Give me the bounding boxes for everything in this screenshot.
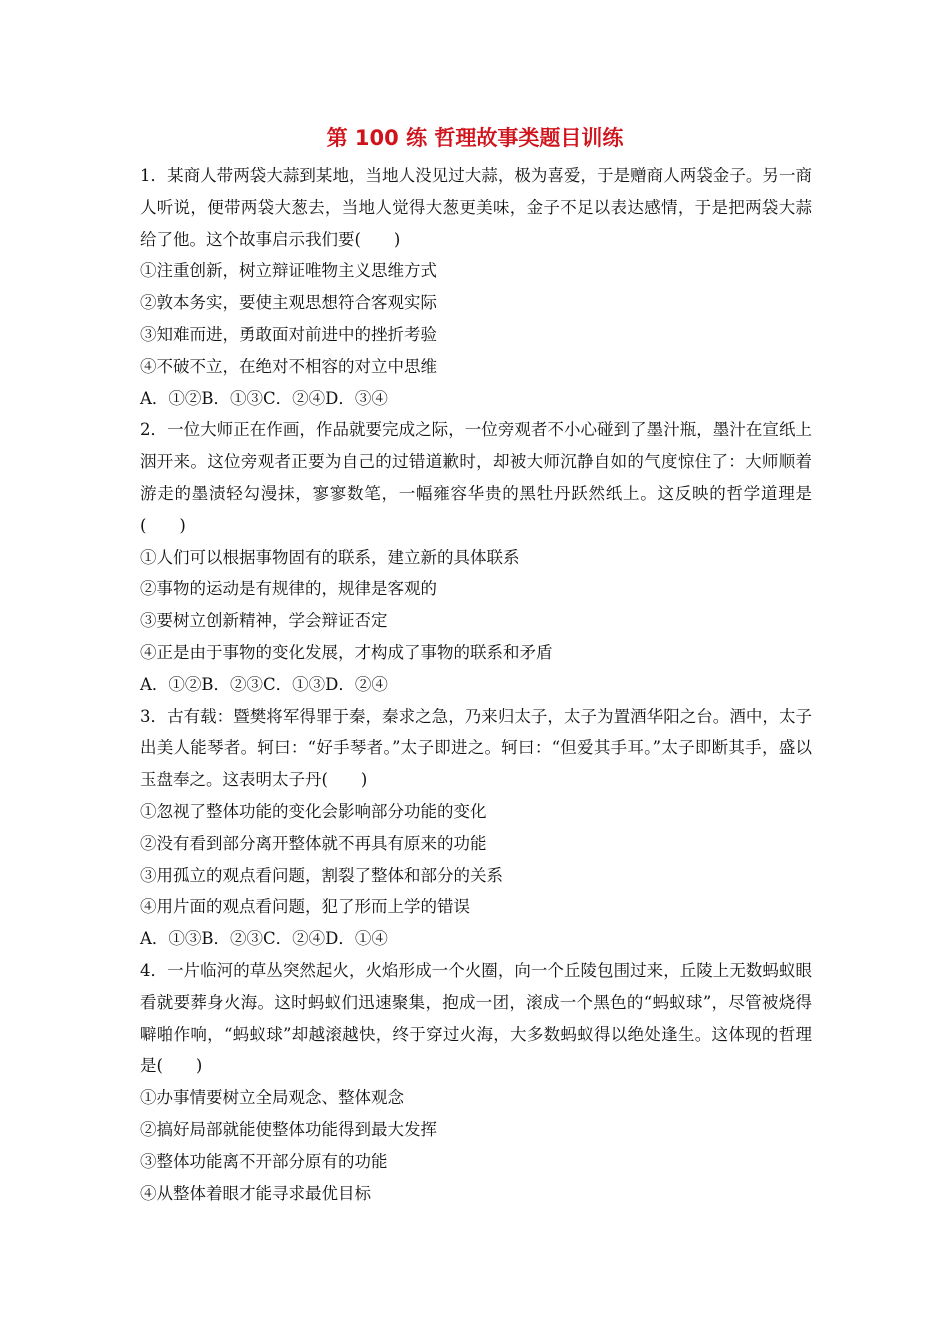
option: ②事物的运动是有规律的，规律是客观的 — [140, 579, 437, 599]
question-stem: 3．古有载：暨樊将军得罪于秦，秦求之急，乃来归太子，太子为置酒华阳之台。酒中，太子出美人能琴者。轲曰：“好手琴者。”太子即进之。轲曰：“但爱其手耳。”太子即断其手，盛以玉盘奉之。这表明太子丹( ) — [140, 706, 812, 790]
question-list — [140, 160, 812, 1209]
option: ①人们可以根据事物固有的联系，建立新的具体联系 — [140, 547, 520, 567]
option: ②敦本务实，要使主观思想符合客观实际 — [140, 293, 437, 313]
option: ①注重创新，树立辩证唯物主义思维方式 — [140, 261, 437, 281]
option: ②搞好局部就能使整体功能得到最大发挥 — [140, 1119, 437, 1139]
option: ④用片面的观点看问题，犯了形而上学的错误 — [140, 897, 470, 917]
question-3 — [140, 701, 812, 955]
question-stem: 2．一位大师正在作画，作品就要完成之际，一位旁观者不小心碰到了墨汁瓶，墨汁在宣纸上洇开来。这位旁观者正要为自己的过错道歉时，却被大师沉静自如的气度惊住了：大师顺着游走的墨渍轻勾漫抹，寥寥数笔，一幅雍容华贵的黑牡丹跃然纸上。这反映的哲学道理是( ) — [140, 420, 812, 535]
option: ④从整体着眼才能寻求最优目标 — [140, 1183, 371, 1203]
question-1 — [140, 160, 812, 414]
answer-choices: A．①②B．①③C．②④D．③④ — [140, 388, 388, 408]
option: ④正是由于事物的变化发展，才构成了事物的联系和矛盾 — [140, 642, 553, 662]
question-2 — [140, 414, 812, 700]
option: ②没有看到部分离开整体就不再具有原来的功能 — [140, 833, 487, 853]
answer-choices: A．①③B．②③C．②④D．①④ — [140, 929, 388, 949]
question-4 — [140, 955, 812, 1209]
page-title: 第 100 练 哲理故事类题目训练 — [326, 126, 624, 150]
question-stem: 1．某商人带两袋大蒜到某地，当地人没见过大蒜，极为喜爱，于是赠商人两袋金子。另一商人听说，便带两袋大葱去，当地人觉得大葱更美味，金子不足以表达感情，于是把两袋大蒜给了他。这个故事启示我们要( ) — [140, 166, 812, 249]
option: ③要树立创新精神，学会辩证否定 — [140, 611, 388, 631]
option: ③整体功能离不开部分原有的功能 — [140, 1151, 388, 1171]
option: ③知难而进，勇敢面对前进中的挫折考验 — [140, 324, 437, 344]
answer-choices: A．①②B．②③C．①③D．②④ — [140, 674, 388, 694]
option: ④不破不立，在绝对不相容的对立中思维 — [140, 356, 437, 376]
option: ③用孤立的观点看问题，割裂了整体和部分的关系 — [140, 865, 503, 885]
option: ①忽视了整体功能的变化会影响部分功能的变化 — [140, 801, 487, 821]
option: ①办事情要树立全局观念、整体观念 — [140, 1088, 404, 1108]
question-stem: 4．一片临河的草丛突然起火，火焰形成一个火圈，向一个丘陵包围过来，丘陵上无数蚂蚁眼看就要葬身火海。这时蚂蚁们迅速聚集，抱成一团，滚成一个黑色的“蚂蚁球”，尽管被烧得噼啪作响，“蚂蚁球”却越滚越快，终于穿过火海，大多数蚂蚁得以绝处逢生。这体现的哲理是( ) — [140, 960, 812, 1076]
